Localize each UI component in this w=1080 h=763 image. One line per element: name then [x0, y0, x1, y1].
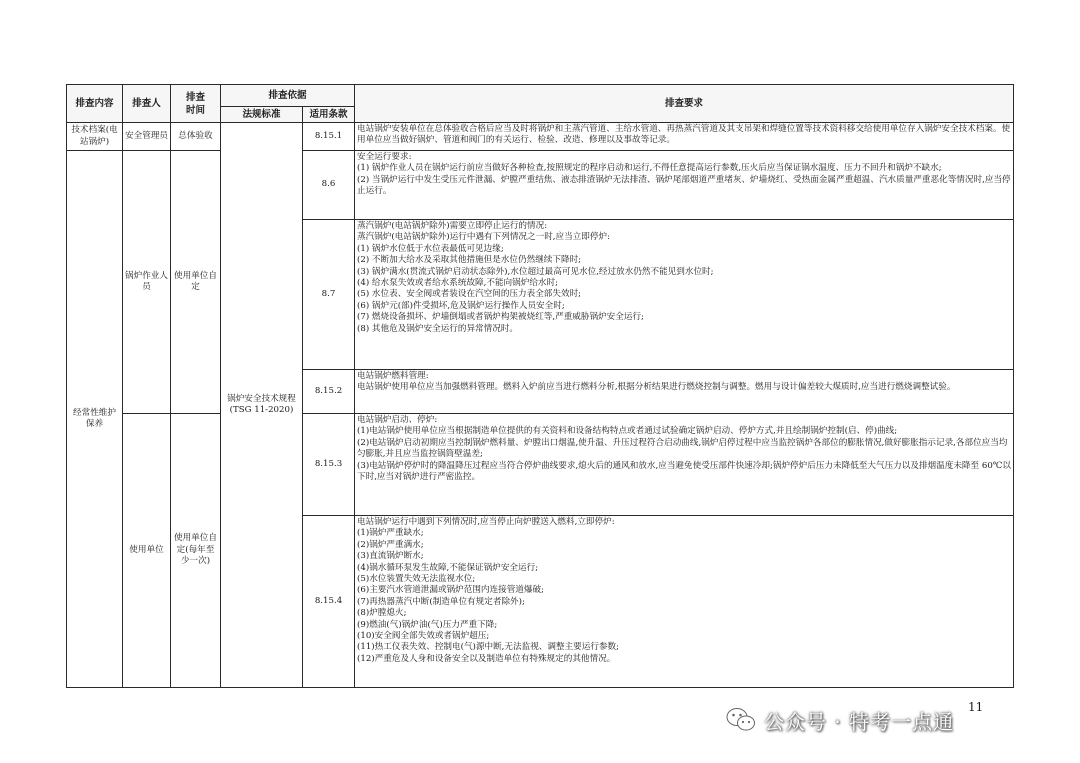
req-line: (3) 锅炉满水(贯流式锅炉启动状态除外),水位超过最高可见水位,经过放水仍然不能见到水位时;: [357, 266, 714, 277]
req-line: 电站锅炉使用单位应当加强燃料管理。燃料入炉前应当进行燃料分析,根据分析结果进行燃烧控制与调整。燃用与设计偏差较大煤质时,应当进行燃烧调整试验。: [357, 382, 956, 393]
req-line: (2)电站锅炉启动初期应当控制锅炉燃料量、炉膛出口烟温,使升温、升压过程符合启动曲线,锅炉启停过程中应当监控锅炉各部位的膨胀情况,做好膨胀指示记录,各部位应当均匀膨胀,并且应当监控锅筒壁温差;: [357, 437, 1008, 460]
row-requirement: [355, 220, 1014, 370]
req-line: (1) 锅炉作业人员在锅炉运行前应当做好各种检查,按照规定的程序启动和运行,不得任意提高运行参数,压火后应当保证锅水温度、压力不回升和锅炉不缺水;: [357, 163, 942, 174]
table-row: [67, 414, 1014, 516]
watermark-text: 公众号 · 特考一点通: [764, 709, 955, 734]
watermark: [726, 705, 954, 735]
row-item: 技术档案(电站锅炉): [67, 123, 123, 151]
table-row: [67, 151, 1014, 220]
row-requirement: [355, 516, 1014, 688]
row-requirement: [355, 151, 1014, 220]
req-line: (6) 锅炉元(部)件受损坏,危及锅炉运行操作人员安全时;: [357, 300, 565, 311]
req-line: (5)水位装置失效无法监视水位;: [357, 574, 476, 585]
req-line: (3)电站锅炉停炉时的降温降压过程应当符合停炉曲线要求,熄火后的通风和放水,应当避免使受压部件快速冷却;锅炉停炉后压力未降低至大气压力以及排烟温度未降至 60℃以下时,应当对锅炉进行严密监控。: [357, 460, 1011, 483]
row-clause: 8.6: [303, 151, 355, 220]
header-time: 排查 时间: [171, 85, 221, 123]
req-line: (2) 不断加大给水及采取其他措施但是水位仍然继续下降时;: [357, 255, 582, 266]
req-line: (1)锅炉严重缺水;: [357, 528, 424, 539]
row-time: 使用单位自定: [171, 151, 221, 414]
row-requirement: [355, 370, 1014, 414]
req-line: (8) 其他危及锅炉安全运行的异常情况时。: [357, 323, 519, 334]
row-clause: 8.7: [303, 220, 355, 370]
row-person: 锅炉作业人员: [123, 151, 171, 414]
req-line: (2) 当锅炉运行中发生受压元件泄漏、炉膛严重结焦、液态排渣锅炉无法排渣、锅炉尾部烟道严重堵灰、炉墙烧红、受热面金属严重超温、汽水质量严重恶化等情况时,应当停止运行。: [357, 174, 1011, 197]
row-item: 经常性维护保养: [67, 151, 123, 688]
row-clause: 8.15.1: [303, 123, 355, 151]
header-clause: 适用条款: [303, 107, 355, 123]
wechat-icon: [726, 707, 756, 733]
table-row: [67, 123, 1014, 151]
req-line: (1)电站锅炉使用单位应当根据制造单位提供的有关资料和设备结构特点或者通过试验确定锅炉启动、停炉方式,并且绘制锅炉控制(启、停)曲线;: [357, 426, 898, 437]
header-requirement: 排查要求: [355, 85, 1014, 123]
req-line: 蒸汽锅炉(电站锅炉除外)运行中遇有下列情况之一时,应当立即停炉:: [357, 232, 610, 243]
req-line: 电站锅炉启动、停炉:: [357, 415, 438, 425]
row-clause: 8.15.3: [303, 414, 355, 516]
req-line: (6)主要汽水管道泄漏或锅炉范围内连接管道爆破;: [357, 585, 544, 596]
req-line: 蒸汽锅炉(电站锅炉除外)需要立即停止运行的情况:: [357, 221, 548, 231]
header-person: 排查人: [123, 85, 171, 123]
req-line: 电站锅炉燃料管理:: [357, 371, 429, 381]
header-item: 排查内容: [67, 85, 123, 123]
req-line: 电站锅炉运行中遇到下列情况时,应当停止向炉膛送入燃料,立即停炉:: [357, 517, 615, 527]
row-standard: 锅炉安全技术规程(TSG 11-2020): [221, 123, 303, 688]
req-line: (4)锅水循环泵发生故障,不能保证锅炉安全运行;: [357, 562, 539, 573]
row-clause: 8.15.2: [303, 370, 355, 414]
req-line: (5) 水位表、安全阀或者装设在汽空间的压力表全部失效时;: [357, 289, 582, 300]
row-clause: 8.15.4: [303, 516, 355, 688]
page-number: 11: [968, 700, 984, 714]
row-requirement: [355, 414, 1014, 516]
req-line: (2)锅炉严重满水;: [357, 539, 424, 550]
inspection-table: [66, 84, 1014, 688]
req-line: 安全运行要求:: [357, 152, 412, 162]
row-requirement: [355, 123, 1014, 151]
req-line: (4) 给水泵失效或者给水系统故障,不能向锅炉给水时;: [357, 278, 559, 289]
row-time: 总体验收: [171, 123, 221, 151]
req-line: (7)再热器蒸汽中断(制造单位有规定者除外);: [357, 596, 525, 607]
req-line: (7) 燃烧设备损坏、炉墙倒塌或者锅炉构架被烧红等,严重威胁锅炉安全运行;: [357, 312, 644, 323]
req-line: (12)严重危及人身和设备安全以及制造单位有特殊规定的其他情况。: [357, 653, 616, 664]
req-line: (11)热工仪表失效、控制电(气)源中断,无法监视、调整主要运行参数;: [357, 642, 620, 653]
req-line: (9)燃油(气)锅炉油(气)压力严重下降;: [357, 619, 498, 630]
req-line: (10)安全阀全部失效或者锅炉超压;: [357, 631, 490, 642]
req-line: (3)直流锅炉断水;: [357, 551, 424, 562]
row-person: 使用单位: [123, 414, 171, 688]
req-line: 电站锅炉安装单位在总体验收合格后应当及时将锅炉和主蒸汽管道、主给水管道、再热蒸汽管道及其支吊架和焊缝位置等技术资料移交给使用单位存入锅炉安全技术档案。使用单位应当做好锅炉、管道和阀门的有关运行、检验、改造、修理以及事故等记录。: [357, 124, 1011, 146]
req-line: (1) 锅炉水位低于水位表最低可见边缘;: [357, 243, 504, 254]
row-person: 安全管理员: [123, 123, 171, 151]
req-line: (8)炉膛熄火;: [357, 608, 407, 619]
header-standard: 法规标准: [221, 107, 303, 123]
row-time: 使用单位自定(每年至少一次): [171, 414, 221, 688]
header-basis: 排查依据: [221, 85, 355, 107]
